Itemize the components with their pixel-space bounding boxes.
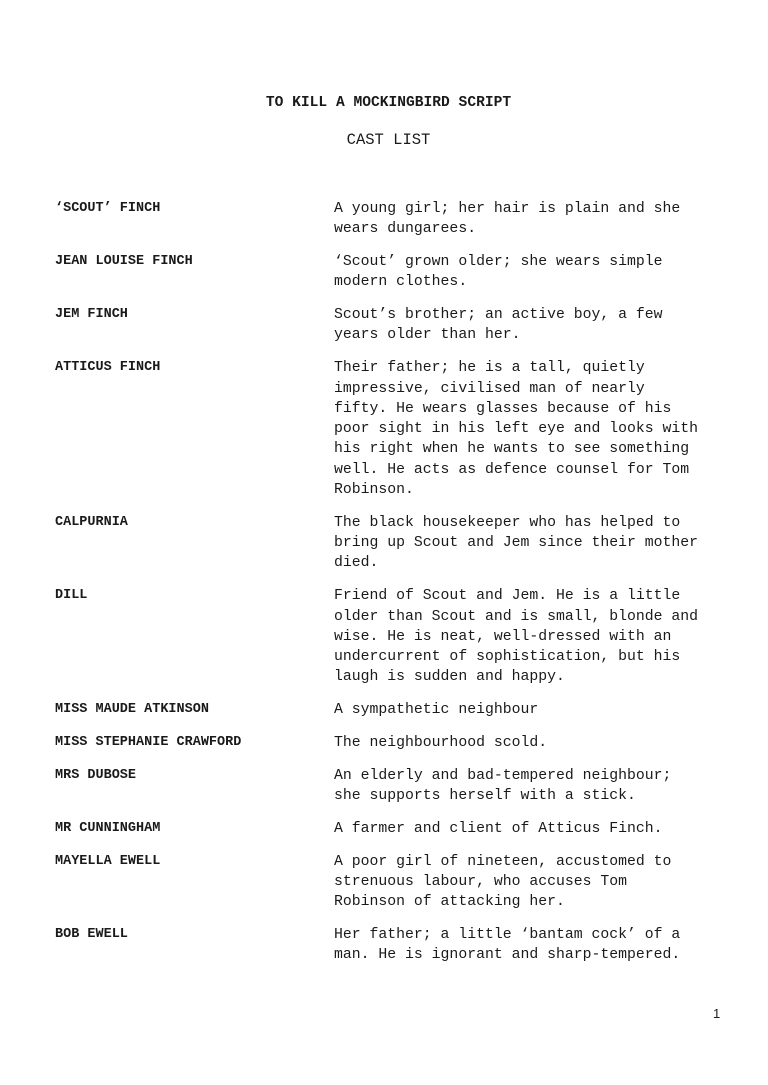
cast-row — [55, 819, 735, 839]
cast-description: Their father; he is a tall, quietly impressive, civilised man of nearly fifty. He wears glasses because of his poor sight in his left eye and looks with his right when he wants to see something well. He acts as defence counsel for Tom Robinson. — [334, 360, 699, 499]
cast-description: A sympathetic neighbour — [334, 702, 539, 719]
cast-description: A young girl; her hair is plain and she wears dungarees. — [334, 201, 681, 238]
cast-description: An elderly and bad-tempered neighbour; she supports herself with a stick. — [334, 767, 672, 805]
page-title: TO KILL A MOCKINGBIRD SCRIPT — [265, 95, 512, 111]
cast-row — [55, 358, 735, 500]
cast-name: ATTICUS FINCH — [55, 360, 161, 376]
cast-name: MAYELLA EWELL — [55, 853, 161, 869]
cast-row — [55, 700, 735, 720]
cast-row — [55, 513, 735, 574]
cast-description: A farmer and client of Atticus Finch. — [334, 820, 663, 837]
cast-name: CALPURNIA — [55, 514, 128, 530]
page-number: 1 — [713, 1006, 721, 1021]
cast-description: ‘Scout’ grown older; she wears simple modern clothes. — [334, 254, 663, 291]
cast-row — [55, 852, 735, 913]
cast-row — [55, 199, 735, 240]
cast-name: BOB EWELL — [55, 927, 128, 943]
cast-name: MISS MAUDE ATKINSON — [55, 702, 209, 718]
cast-name: MRS DUBOSE — [55, 767, 137, 783]
cast-name: MR CUNNINGHAM — [55, 820, 161, 836]
cast-row — [55, 766, 735, 807]
cast-row — [55, 925, 735, 966]
cast-name: DILL — [55, 588, 88, 604]
cast-name: JEM FINCH — [55, 307, 128, 323]
cast-name: JEAN LOUISE FINCH — [55, 254, 193, 270]
cast-description: Scout’s brother; an active boy, a few years older than her. — [334, 307, 663, 344]
cast-description: Her father; a little ‘bantam cock’ of a man. He is ignorant and sharp-tempered. — [334, 927, 681, 964]
cast-description: A poor girl of nineteen, accustomed to strenuous labour, who accuses Tom Robinson of attacking her. — [334, 853, 672, 911]
cast-row — [55, 252, 735, 293]
cast-row — [55, 305, 735, 346]
cast-description: The neighbourhood scold. — [334, 735, 548, 752]
cast-description: The black housekeeper who has helped to bring up Scout and Jem since their mother died. — [334, 514, 699, 572]
cast-row — [55, 586, 735, 687]
cast-row — [55, 733, 735, 753]
cast-list — [55, 199, 735, 978]
page-subtitle: CAST LIST — [346, 131, 431, 149]
cast-name: ‘SCOUT’ FINCH — [55, 201, 161, 216]
cast-description: Friend of Scout and Jem. He is a little older than Scout and is small, blonde and wise. He is neat, well-dressed with an undercurrent of sophistication, but his laugh is sudden and happy. — [334, 588, 699, 686]
cast-name: MISS STEPHANIE CRAWFORD — [55, 735, 242, 751]
